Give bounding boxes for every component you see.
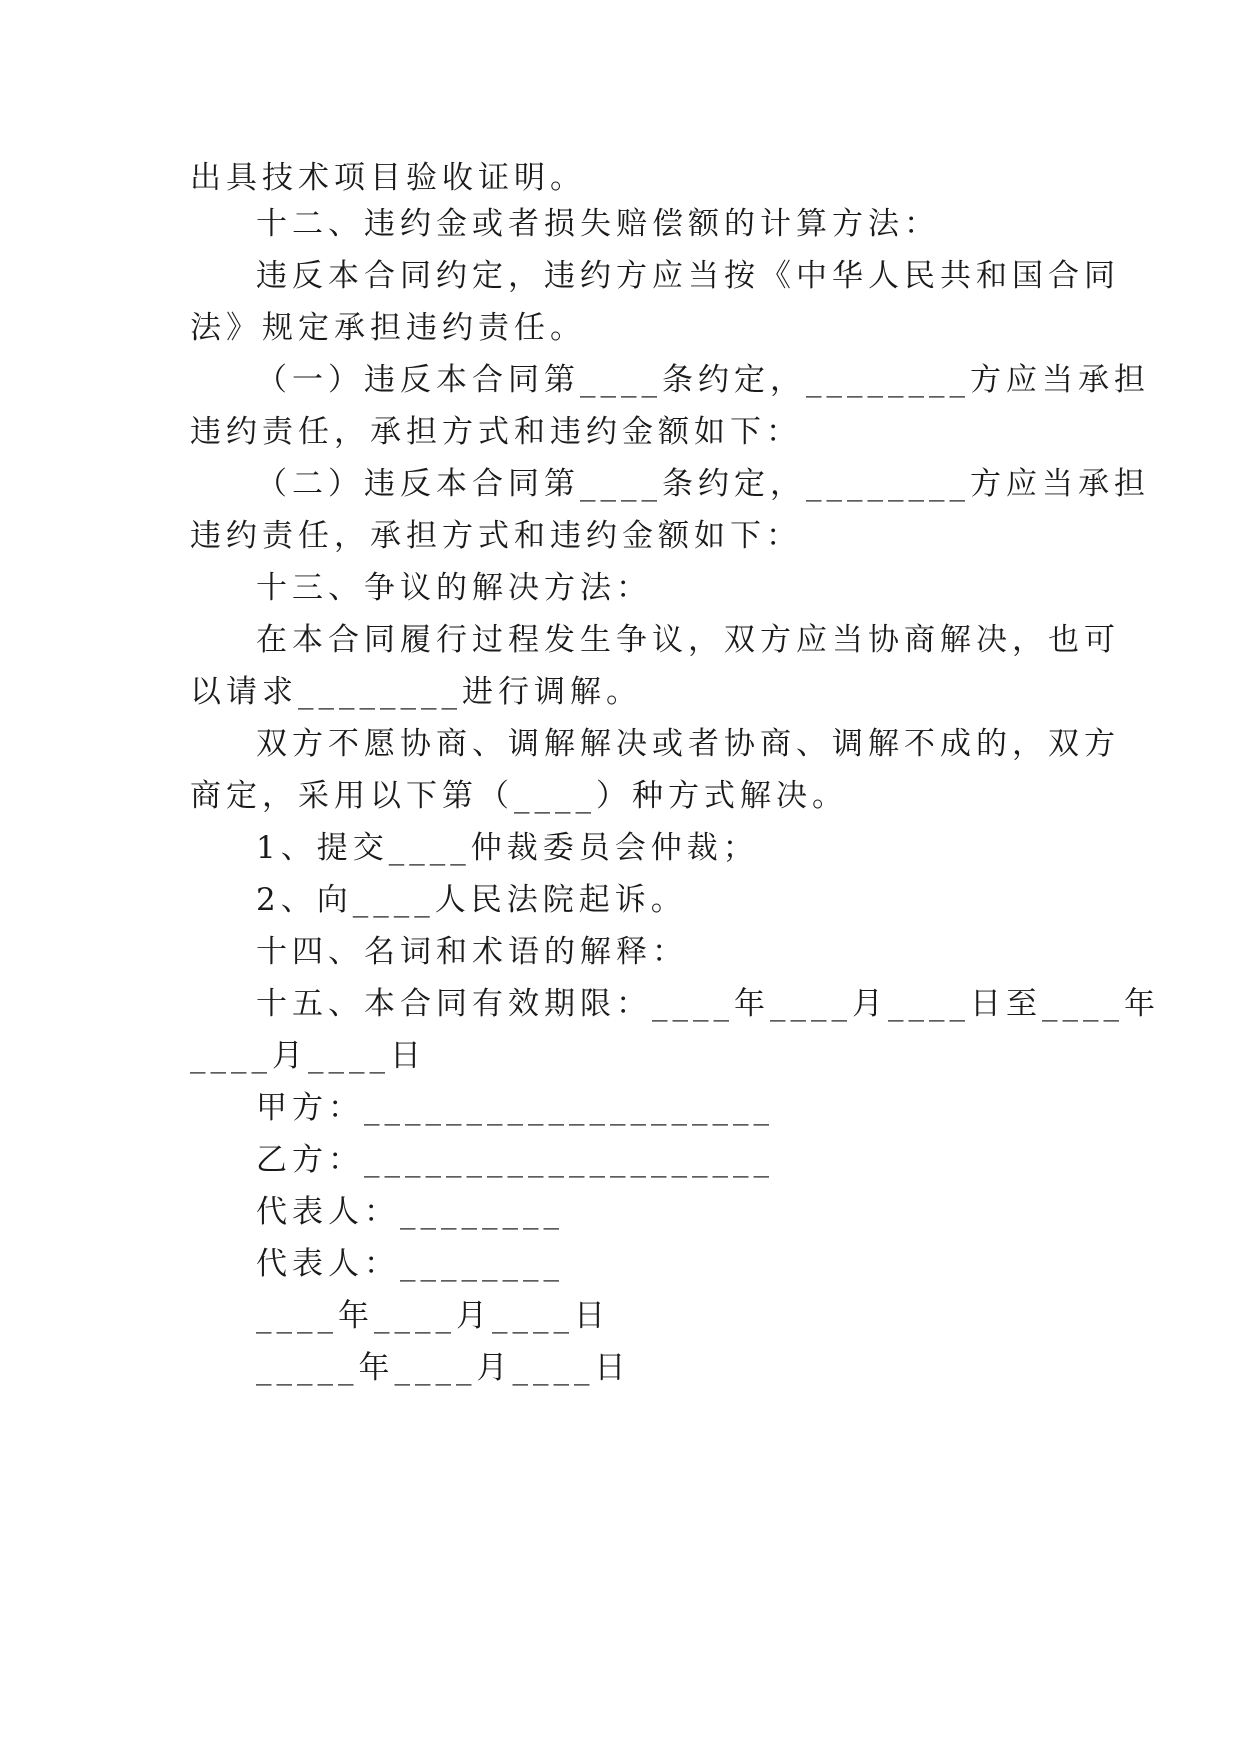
paragraph-arbitration-line-2: 商定，采用以下第（____）种方式解决。 <box>190 778 848 814</box>
paragraph-dispute-line-1: 在本合同履行过程发生争议，双方应当协商解决，也可 <box>256 622 1120 658</box>
clause-1-line-1: （一）违反本合同第____条约定，________方应当承担 <box>256 362 1150 398</box>
clause-2-line-1: （二）违反本合同第____条约定，________方应当承担 <box>256 466 1150 502</box>
representative-b-line: 代表人：________ <box>256 1246 564 1282</box>
date-b-line: _____年____月____日 <box>256 1350 631 1386</box>
clause-2-line-2: 违约责任，承担方式和违约金额如下： <box>190 518 802 554</box>
heading-section-15-line-1: 十五、本合同有效期限：____年____月____日至____年 <box>256 986 1160 1022</box>
option-2-line: 2、向____人民法院起诉。 <box>256 882 687 918</box>
representative-a-line: 代表人：________ <box>256 1194 564 1230</box>
heading-section-15-line-2: ____月____日 <box>190 1038 426 1074</box>
clause-1-line-2: 违约责任，承担方式和违约金额如下： <box>190 414 802 450</box>
heading-section-13: 十三、争议的解决方法： <box>256 570 652 606</box>
paragraph-arbitration-line-1: 双方不愿协商、调解解决或者协商、调解不成的，双方 <box>256 726 1120 762</box>
paragraph-breach-line-1: 违反本合同约定，违约方应当按《中华人民共和国合同 <box>256 258 1120 294</box>
party-a-line: 甲方：____________________ <box>256 1090 774 1126</box>
paragraph-acceptance-line: 出具技术项目验收证明。 <box>190 160 586 196</box>
heading-section-14: 十四、名词和术语的解释： <box>256 934 688 970</box>
option-1-line: 1、提交____仲裁委员会仲裁； <box>256 830 759 866</box>
paragraph-dispute-line-2: 以请求________进行调解。 <box>190 674 642 710</box>
date-a-line: ____年____月____日 <box>256 1298 610 1334</box>
heading-section-12: 十二、违约金或者损失赔偿额的计算方法： <box>256 206 940 242</box>
paragraph-breach-line-2: 法》规定承担违约责任。 <box>190 310 586 346</box>
party-b-line: 乙方：____________________ <box>256 1142 774 1178</box>
